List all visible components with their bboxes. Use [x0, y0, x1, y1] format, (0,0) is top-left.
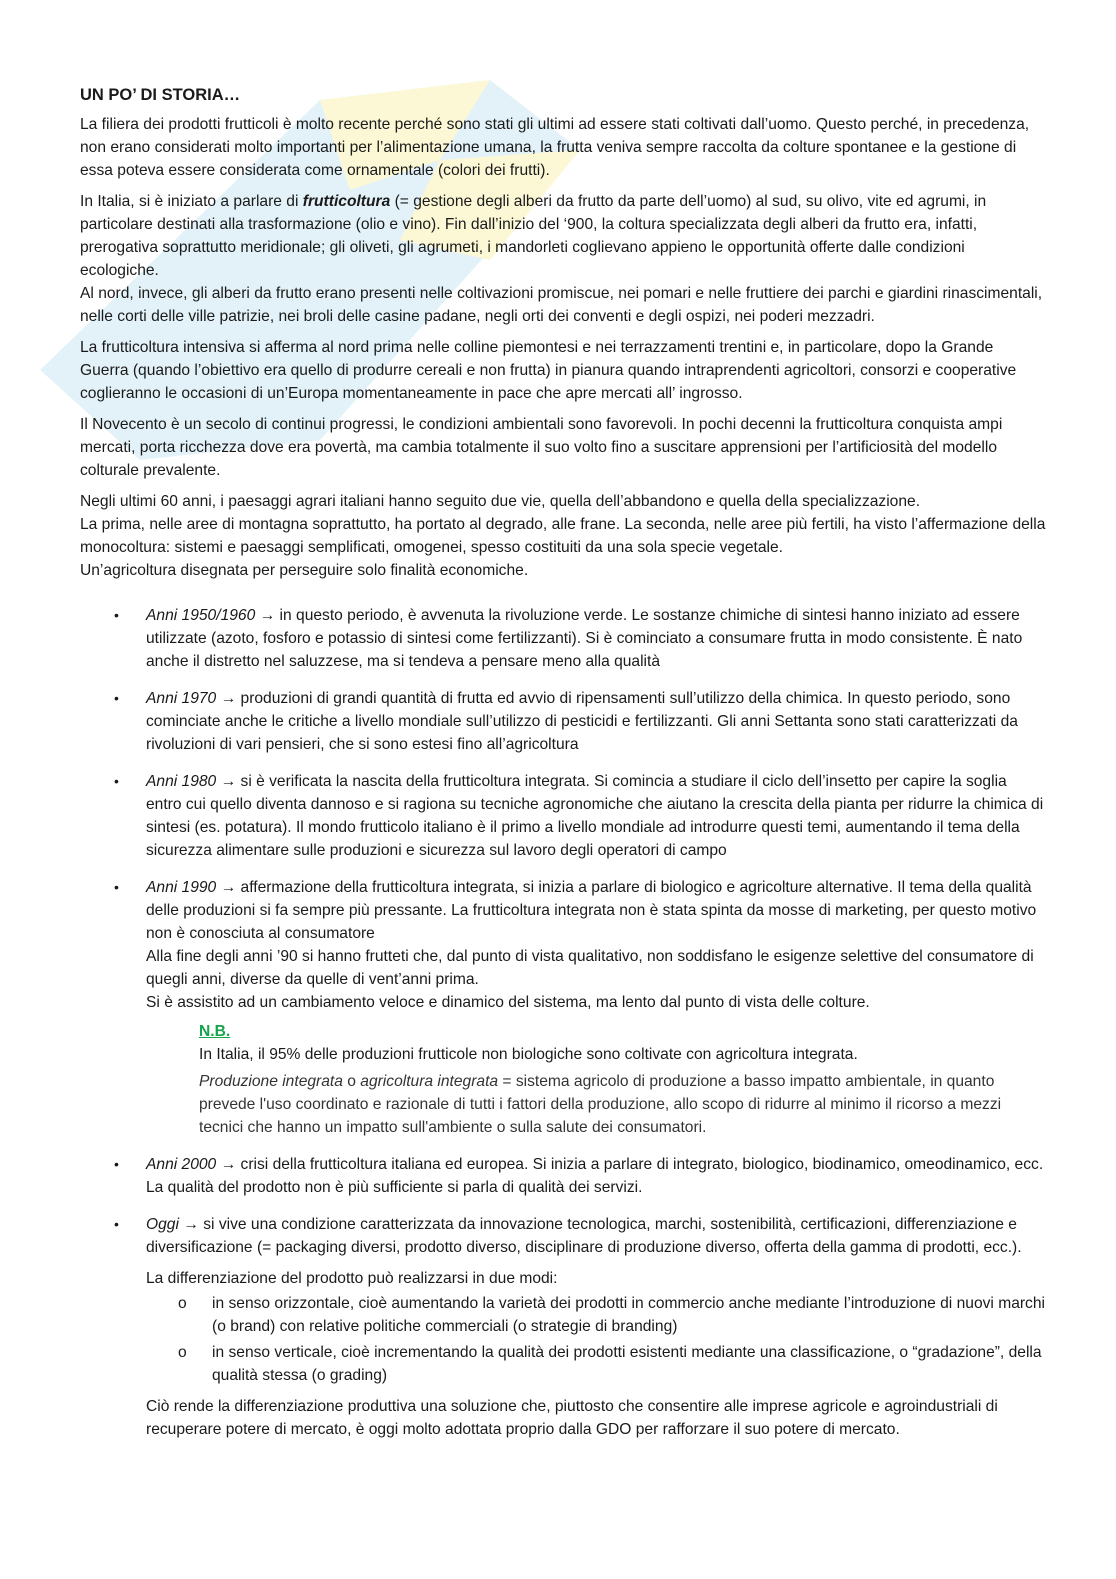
list-item: • Anni 1990 → affermazione della frutticoltura integrata, si inizia a parlare di biologico e agricolture alternative. Il tema della qualità delle produzioni si fa sempre più pressante. La frutticoltura integrata non è stata spinta da mosse di marketing, per questo motivo non è conosciuta al consumatore Alla fine degli anni ’90 si hanno frutteti che, dal punto di vista qualitativo, non soddisfano le esigenze selettive del consumatore di quegli anni, diverse da quelle di vent’anni prima. Si è assistito ad un cambiamento veloce e dinamico del sistema, ma lento dal punto di vista delle colture. N.B. In Italia, il 95% delle produzioni frutticole non biologiche sono coltivate con agricoltura integrata. Produzione integrata o agricoltura integrata = sistema agricolo di produzione a basso impatto ambientale, in quanto prevede l'uso coordinato e razionale di tutti i fattori della produzione, allo scopo di ridurre al minimo il ricorso a mezzi tecnici che hanno un impatto sull'ambiente o sulla salute dei consumatori. [80, 876, 1046, 1139]
frutticoltura-term: frutticoltura [302, 193, 391, 210]
list-item: • Anni 1950/1960 → in questo periodo, è avvenuta la rivoluzione verde. Le sostanze chimiche di sintesi hanno iniziato ad essere utilizzate (azoto, fosforo e potassio di sintesi come fertilizzanti). Si è cominciato a consumare frutta in modo consistente. È nato anche il distretto nel saluzzese, ma si tendeva a pensare meno alla qualità [80, 604, 1046, 673]
arrow-icon: → [183, 1216, 199, 1233]
diff-modes-list [146, 1292, 1046, 1387]
nineties-extra-1: Alla fine degli anni ’90 si hanno frutteti che, dal punto di vista qualitativo, non soddisfano le esigenze selettive del consumatore di quegli anni, diverse da quelle di vent’anni prima. [146, 948, 1034, 988]
circle-bullet-icon: o [178, 1344, 187, 1361]
list-item: o in senso orizzontale, cioè aumentando la varietà dei prodotti in commercio anche mediante l’introduzione di nuovi marchi (o brand) con relative politiche commerciali (o strategie di branding) [80, 1292, 1046, 1338]
arrow-icon: → [220, 690, 237, 707]
novecento-paragraph: Il Novecento è un secolo di continui progressi, le condizioni ambientali sono favorevoli. In pochi decenni la frutticoltura conquista ampi mercati, porta ricchezza dove era povertà, ma cambia totalmente il suo volto fino a suscitare apprensioni per l’artificiosità del modello colturale prevalente. [80, 416, 1003, 479]
nb-label: N.B. [199, 1023, 231, 1040]
nb-box [199, 1020, 1046, 1139]
italy-paragraph: In Italia, si è iniziato a parlare di frutticoltura (= gestione degli alberi da frutto da parte dell’uomo) al sud, su olivo, vite ed agrumi, in particolare destinati alla trasformazione (olio e vino). Fin dall’inizio del ‘900, la coltura specializzata degli alberi da frutto era, infatti, prerogativa soprattutto meridionale; gli oliveti, gli agrumeti, i mandorleti coglievano appieno le opportunità offerte dalle condizioni ecologiche. [80, 193, 987, 279]
diff-intro: La differenziazione del prodotto può realizzarsi in due modi: [146, 1270, 558, 1287]
arrow-icon: → [220, 773, 237, 790]
bullet-icon: • [114, 1216, 119, 1232]
list-item: • Oggi → si vive una condizione caratterizzata da innovazione tecnologica, marchi, sostenibilità, certificazioni, differenziazione e diversificazione (= packaging diversi, prodotto diverso, disciplinare di produzione diverso, offerta della gamma di prodotti, ecc.). La differenziazione del prodotto può realizzarsi in due modi: o in senso orizzontale, cioè aumentando la varietà dei prodotti in commercio anche mediante l’introduzione di nuovi marchi (o brand) con relative politiche commerciali (o strategie di branding) o in senso verticale, cioè incrementando la qualità dei prodotti esistenti mediante una classificazione, o “gradazione”, della qualità stessa (o grading) Ciò rende la differenziazione produttiva una soluzione che, piuttosto che consentire alle imprese agricole e agroindustriali di recuperare potere di mercato, è oggi molto adottata proprio dalla GDO per rafforzare il suo potere di mercato. [80, 1213, 1046, 1441]
intensive-paragraph: La frutticoltura intensiva si afferma al nord prima nelle colline piemontesi e nei terrazzamenti trentini e, in particolare, dopo la Grande Guerra (quando l’obiettivo era quello di produrre cereali e non frutta) in pianura quando intraprendenti agricoltori, consorzi e cooperative coglieranno le occasioni di un’Europa momentaneamente in pace che apre mercati all’ ingrosso. [80, 339, 1017, 402]
north-paragraph: Al nord, invece, gli alberi da frutto erano presenti nelle coltivazioni promiscue, nei pomari e nelle fruttiere dei parchi e giardini rinascimentali, nelle corti delle ville patrizie, nei broli delle casine padane, negli orti dei conventi e degli ospizi, nei poderi mezzadri. [80, 285, 1043, 325]
last60-line-2: La prima, nelle aree di montagna soprattutto, ha portato al degrado, alle frane. La seconda, nelle aree più fertili, ha visto l’affermazione della monocoltura: sistemi e paesaggi semplificati, omogenei, spesso costituiti da una sola specie vegetale. [80, 516, 1046, 556]
document-page [80, 84, 1046, 1455]
list-item: • Anni 2000 → crisi della frutticoltura italiana ed europea. Si inizia a parlare di integrato, biologico, biodinamico, omeodinamico, ecc. La qualità del prodotto non è più sufficiente si parla di qualità dei servizi. [80, 1153, 1046, 1199]
timeline-list [80, 604, 1046, 1441]
nb-definition: Produzione integrata o agricoltura integrata = sistema agricolo di produzione a basso impatto ambientale, in quanto prevede l'uso coordinato e razionale di tutti i fattori della produzione, allo scopo di ridurre al minimo il ricorso a mezzi tecnici che hanno un impatto sull'ambiente o sulla salute dei consumatori. [199, 1073, 1002, 1136]
last60-line-3: Un’agricoltura disegnata per perseguire solo finalità economiche. [80, 562, 529, 579]
bullet-icon: • [114, 607, 119, 623]
bullet-icon: • [114, 879, 119, 895]
intro-paragraph: La filiera dei prodotti frutticoli è molto recente perché sono stati gli ultimi ad essere stati coltivati dall’uomo. Questo perché, in precedenza, non erano considerati molto importanti per l’alimentazione umana, la frutta veniva sempre raccolta da colture spontanee e la gestione di essa poteva essere considerata come ornamentale (colori dei frutti). [80, 116, 1030, 179]
nineties-extra-2: Si è assistito ad un cambiamento veloce e dinamico del sistema, ma lento dal punto di vista delle colture. [146, 994, 870, 1011]
page-title: UN PO’ DI STORIA… [80, 86, 241, 104]
conclusion-paragraph: Ciò rende la differenziazione produttiva una soluzione che, piuttosto che consentire alle imprese agricole e agroindustriali di recuperare potere di mercato, è oggi molto adottata proprio dalla GDO per rafforzare il suo potere di mercato. [146, 1398, 998, 1438]
arrow-icon: → [220, 879, 237, 896]
nb-line: In Italia, il 95% delle produzioni frutticole non biologiche sono coltivate con agricoltura integrata. [199, 1046, 858, 1063]
arrow-icon: → [259, 607, 276, 624]
last60-line-1: Negli ultimi 60 anni, i paesaggi agrari italiani hanno seguito due vie, quella dell’abbandono e quella della specializzazione. [80, 493, 921, 510]
list-item: o in senso verticale, cioè incrementando la qualità dei prodotti esistenti mediante una classificazione, o “gradazione”, della qualità stessa (o grading) [80, 1341, 1046, 1387]
circle-bullet-icon: o [178, 1295, 187, 1312]
list-item: • Anni 1970 → produzioni di grandi quantità di frutta ed avvio di ripensamenti sull’utilizzo della chimica. In questo periodo, sono cominciate anche le critiche a livello mondiale sull’utilizzo di pesticidi e fertilizzanti. Gli anni Settanta sono stati caratterizzati da rivoluzioni di vari pensieri, che si sono estesi fino all’agricoltura [80, 687, 1046, 756]
bullet-icon: • [114, 690, 119, 706]
arrow-icon: → [220, 1156, 237, 1173]
list-item: • Anni 1980 → si è verificata la nascita della frutticoltura integrata. Si comincia a studiare il ciclo dell’insetto per capire la soglia entro cui quello diventa dannoso e si ragiona su tecniche agronomiche che aiutano la crescita della pianta per ridurre la chimica di sintesi (es. potatura). Il mondo frutticolo italiano è il primo a livello mondiale ad introdurre questi temi, aumentando il tema della sicurezza alimentare sulle produzioni e sicurezza sul lavoro degli operatori di campo [80, 770, 1046, 862]
bullet-icon: • [114, 1156, 119, 1172]
bullet-icon: • [114, 773, 119, 789]
